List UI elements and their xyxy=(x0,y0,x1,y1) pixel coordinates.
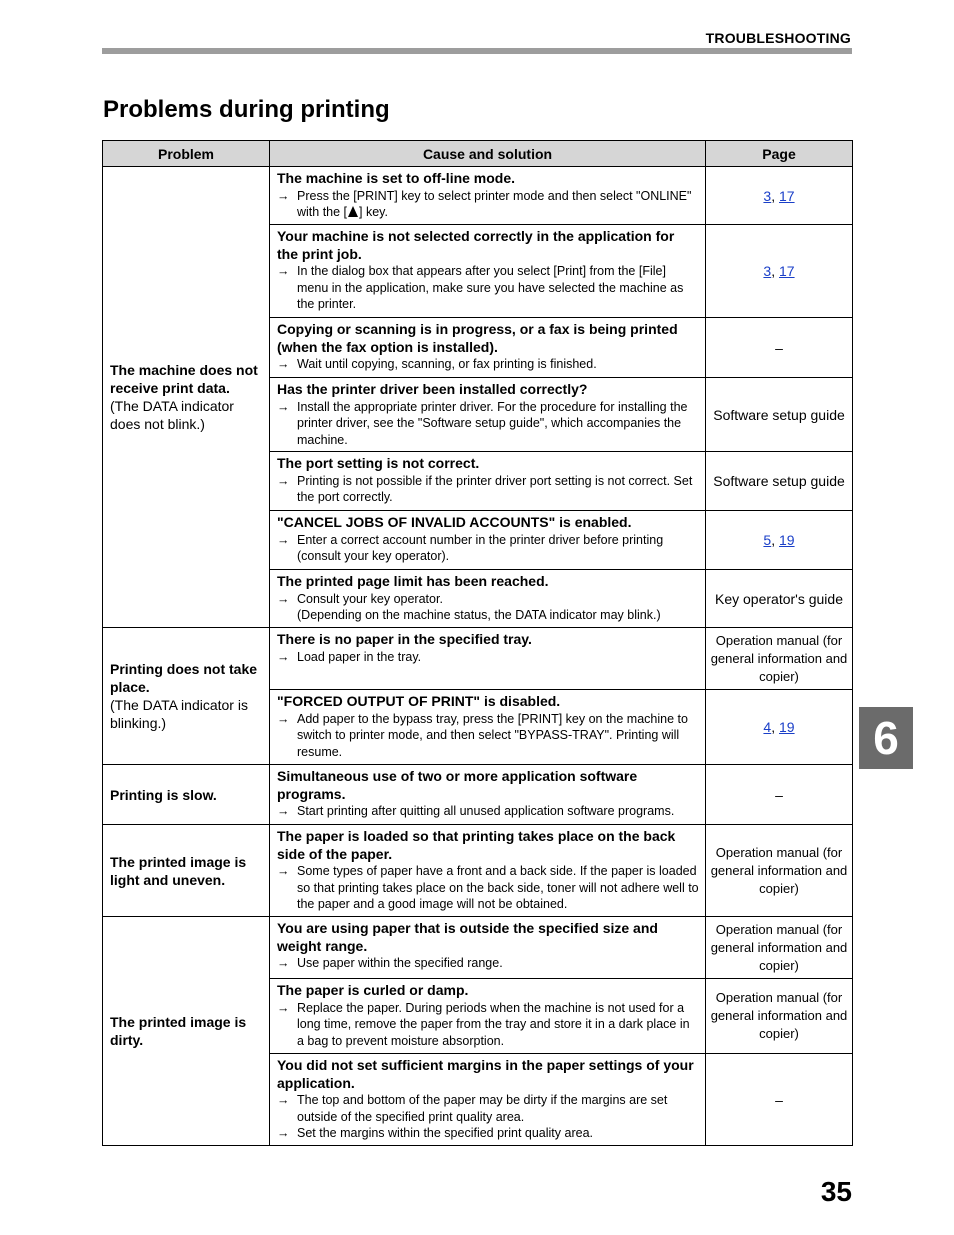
page-cell xyxy=(706,628,853,690)
solution-text xyxy=(297,803,699,820)
solution-text xyxy=(297,356,699,373)
solution-text xyxy=(297,399,699,449)
solution-text xyxy=(297,1125,699,1142)
page-number: 35 xyxy=(820,1176,852,1207)
solution-text-part: Set the margins within the specified print quality area. xyxy=(297,1126,593,1140)
solution-text-part: Printing is not possible if the printer driver port setting is not correct. Set the port correctly. xyxy=(297,473,693,504)
page-reference: Operation manual (for general information and copier) xyxy=(710,990,848,1041)
cause-cell xyxy=(270,825,706,917)
page-cell: 4, 19 xyxy=(706,690,853,765)
page-link[interactable]: 3 xyxy=(763,263,772,279)
cause-heading: "CANCEL JOBS OF INVALID ACCOUNTS" is enabled. xyxy=(277,514,632,530)
solution-text-part: Start printing after quitting all unused application software programs. xyxy=(297,804,675,818)
solution-text xyxy=(297,1092,699,1125)
arrow-icon: → xyxy=(277,711,290,726)
solution-text-part: Enter a correct account number in the printer driver before printing (consult your key operator). xyxy=(297,532,664,563)
problem-cell xyxy=(103,628,270,765)
page-reference: – xyxy=(775,339,783,356)
solution-line xyxy=(277,591,699,608)
problem-title: The machine does not receive print data. xyxy=(110,362,258,396)
problem-cell xyxy=(103,167,270,628)
page-cell xyxy=(706,825,853,917)
page-reference: Software setup guide xyxy=(713,473,845,489)
page-cell xyxy=(706,979,853,1054)
cause-heading: The paper is curled or damp. xyxy=(277,982,469,998)
solution-text xyxy=(297,649,699,666)
cause-cell xyxy=(270,378,706,452)
page-cell: 3, 17 xyxy=(706,225,853,318)
table-header-row xyxy=(103,141,853,167)
solution-text-part: Press the [PRINT] key to select printer mode and then select "ONLINE" with the [ xyxy=(297,188,692,219)
page-link[interactable]: 4 xyxy=(763,719,772,735)
problem-cell xyxy=(103,917,270,1146)
cause-heading: Simultaneous use of two or more application software programs. xyxy=(277,768,638,802)
page-link[interactable]: 19 xyxy=(779,532,795,548)
table-body xyxy=(103,167,853,1146)
page-reference: Operation manual (for general information and copier) xyxy=(710,844,848,896)
up-triangle-icon xyxy=(348,206,358,217)
arrow-icon: → xyxy=(277,1126,290,1140)
cause-heading: You did not set sufficient margins in the paper settings of your application. xyxy=(277,1057,694,1091)
arrow-icon: → xyxy=(277,473,290,488)
solution-line xyxy=(277,1092,699,1125)
page-link[interactable]: 17 xyxy=(779,187,795,204)
cause-heading: The printed page limit has been reached. xyxy=(277,573,549,589)
solution-text xyxy=(297,188,699,221)
cause-cell xyxy=(270,690,706,765)
problem-title: The printed image is dirty. xyxy=(110,1014,247,1048)
page-title: Problems during printing xyxy=(103,96,390,123)
solution-text-part: Load paper in the tray. xyxy=(297,649,422,664)
arrow-icon: → xyxy=(277,804,290,818)
solution-line xyxy=(277,473,699,506)
table-row xyxy=(103,167,853,225)
cause-cell xyxy=(270,628,706,690)
problem-cell xyxy=(103,825,270,917)
cause-heading: The port setting is not correct. xyxy=(277,455,480,471)
solution-text xyxy=(297,473,699,506)
page-reference: Operation manual (for general information and copier) xyxy=(710,632,848,684)
cause-heading: Has the printer driver been installed correctly? xyxy=(277,381,588,397)
cause-heading: The paper is loaded so that printing takes place on the back side of the paper. xyxy=(277,828,676,862)
solution-line xyxy=(277,711,699,761)
page-cell xyxy=(706,318,853,378)
troubleshooting-table xyxy=(102,140,853,1146)
page-cell: 5, 19 xyxy=(706,511,853,570)
page-cell xyxy=(706,1054,853,1146)
section-header: TROUBLESHOOTING xyxy=(705,30,851,46)
problem-note: (The DATA indicator does not blink.) xyxy=(110,398,234,432)
solution-text-part: Some types of paper have a front and a back side. If the paper is loaded so that printing takes place on the back side, toner will not adhere well to the paper and a good image will not be obtained. xyxy=(297,864,699,911)
page-reference: Operation manual (for general information and copier) xyxy=(710,921,848,973)
solution-text-part: In the dialog box that appears after you select [Print] from the [File] menu in the application, make sure you have selected the machine as the printer. xyxy=(297,264,684,311)
cause-cell xyxy=(270,452,706,511)
column-header-cause: Cause and solution xyxy=(270,141,706,167)
page-link[interactable]: 17 xyxy=(779,263,795,279)
problem-title: Printing is slow. xyxy=(110,786,217,803)
solution-line xyxy=(277,356,699,373)
solution-text xyxy=(297,591,699,608)
cause-heading: There is no paper in the specified tray. xyxy=(277,631,532,647)
cause-cell xyxy=(270,917,706,979)
cause-cell xyxy=(270,167,706,225)
solution-line xyxy=(277,263,699,313)
page-link[interactable]: 5 xyxy=(763,532,772,548)
solution-line xyxy=(277,532,699,565)
arrow-icon: → xyxy=(277,649,290,664)
page-cell xyxy=(706,378,853,452)
solution-text-part: Replace the paper. During periods when the machine is not used for a long time, remove the paper from the tray and store it in a dark place in a bag to prevent moisture absorption. xyxy=(297,1000,690,1048)
cause-cell xyxy=(270,765,706,825)
solution-line xyxy=(277,955,699,972)
solution-line xyxy=(277,1000,699,1050)
page-cell xyxy=(706,570,853,628)
chapter-tab: 6 xyxy=(859,707,913,769)
solution-line xyxy=(277,863,699,913)
solution-line xyxy=(277,399,699,449)
solution-line xyxy=(277,1125,699,1142)
arrow-icon: → xyxy=(277,864,290,878)
cause-cell xyxy=(270,1054,706,1146)
solution-text-part: Use paper within the specified range. xyxy=(297,956,503,970)
header-rule xyxy=(102,48,852,54)
cause-cell xyxy=(270,318,706,378)
arrow-icon: → xyxy=(277,399,290,414)
problem-cell xyxy=(103,765,270,825)
solution-text-part: The top and bottom of the paper may be dirty if the margins are set outside of the specified print quality area. xyxy=(297,1093,668,1124)
table-row xyxy=(103,628,853,690)
page-reference: Software setup guide xyxy=(713,406,845,423)
cause-heading: Copying or scanning is in progress, or a fax is being printed (when the fax option is installed). xyxy=(277,321,678,355)
solution-text xyxy=(297,711,699,761)
problem-note: (The DATA indicator is blinking.) xyxy=(110,697,248,731)
page-cell xyxy=(706,765,853,825)
solution-note: (Depending on the machine status, the DATA indicator may blink.) xyxy=(297,608,661,622)
page-link[interactable]: 19 xyxy=(779,719,795,735)
solution-text-part: Wait until copying, scanning, or fax printing is finished. xyxy=(297,357,597,371)
solution-text-part: Add paper to the bypass tray, press the [PRINT] key on the machine to switch to printer mode, and then select "BYPASS-TRAY". Printing will resume. xyxy=(297,711,688,759)
solution-line xyxy=(277,649,699,666)
column-header-page: Page xyxy=(706,141,853,167)
solution-text-part: Consult your key operator. xyxy=(297,591,443,606)
table-row xyxy=(103,765,853,825)
solution-line xyxy=(277,803,699,820)
page-reference: – xyxy=(775,786,783,803)
arrow-icon: → xyxy=(277,357,290,371)
cause-heading: You are using paper that is outside the specified size and weight range. xyxy=(277,920,658,954)
arrow-icon: → xyxy=(277,591,290,606)
arrow-icon: → xyxy=(277,1000,290,1015)
page-cell xyxy=(706,917,853,979)
page-cell: 3, 17 xyxy=(706,167,853,225)
table-row xyxy=(103,825,853,917)
cause-heading: The machine is set to off-line mode. xyxy=(277,170,516,186)
solution-text xyxy=(297,263,699,313)
solution-text xyxy=(297,1000,699,1050)
arrow-icon: → xyxy=(277,264,290,278)
cause-cell xyxy=(270,225,706,318)
page-reference: Key operator's guide xyxy=(715,590,843,607)
solution-text xyxy=(297,955,699,972)
cause-heading: Your machine is not selected correctly in the application for the print job. xyxy=(277,228,675,262)
cause-cell xyxy=(270,570,706,628)
solution-line xyxy=(277,188,699,221)
table-row xyxy=(103,917,853,979)
cause-cell xyxy=(270,511,706,570)
page-reference: – xyxy=(775,1091,783,1108)
page-link[interactable]: 3 xyxy=(763,187,772,204)
cause-cell xyxy=(270,979,706,1054)
problem-title: Printing does not take place. xyxy=(110,661,258,695)
cause-heading: "FORCED OUTPUT OF PRINT" is disabled. xyxy=(277,693,561,709)
arrow-icon: → xyxy=(277,956,290,970)
arrow-icon: → xyxy=(277,532,290,547)
solution-text xyxy=(297,532,699,565)
page-cell xyxy=(706,452,853,511)
solution-text xyxy=(297,863,699,913)
problem-title: The printed image is light and uneven. xyxy=(110,853,247,888)
arrow-icon: → xyxy=(277,188,290,203)
solution-text-part: Install the appropriate printer driver. For the procedure for installing the printer driver, see the "Software setup guide", which accompanies the machine. xyxy=(297,399,688,447)
solution-text-part: ] key. xyxy=(359,205,388,219)
column-header-problem: Problem xyxy=(103,141,270,167)
arrow-icon: → xyxy=(277,1093,290,1107)
